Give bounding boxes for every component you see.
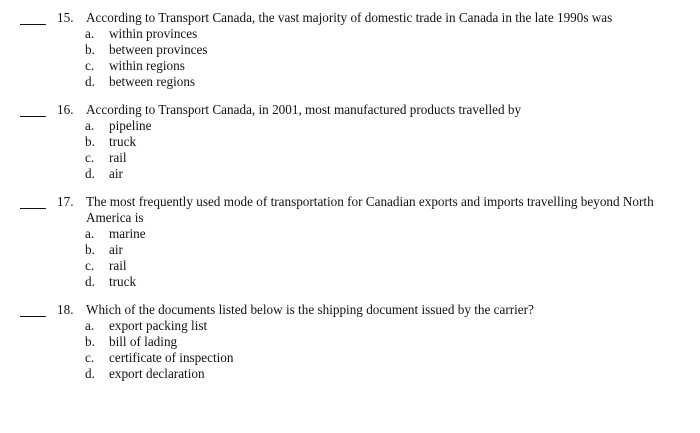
answer-blank[interactable] (20, 208, 46, 209)
option-letter: c. (85, 150, 95, 165)
question-text: The most frequently used mode of transportation for Canadian exports and imports travelling beyond North America is (86, 194, 654, 225)
option-text: between provinces (109, 42, 208, 57)
option-text: within provinces (109, 26, 198, 41)
option-letter: d. (85, 166, 95, 181)
question-text: According to Transport Canada, the vast majority of domestic trade in Canada in the late 1990s was (86, 10, 613, 25)
option-letter: d. (85, 366, 95, 381)
question-number: 15. (57, 10, 74, 25)
option-letter: c. (85, 58, 95, 73)
option-letter: a. (85, 26, 95, 41)
option-text: within regions (109, 58, 185, 73)
option-letter: a. (85, 318, 95, 333)
question-text: Which of the documents listed below is the shipping document issued by the carrier? (86, 302, 534, 317)
option-text: truck (109, 134, 137, 149)
option-letter: d. (85, 274, 95, 289)
option-letter: b. (85, 134, 95, 149)
option-letter: a. (85, 118, 95, 133)
option-text: certificate of inspection (109, 350, 234, 365)
option-letter: b. (85, 242, 95, 257)
option-text: pipeline (109, 118, 152, 133)
answer-blank[interactable] (20, 24, 46, 25)
option-letter: b. (85, 334, 95, 349)
option-text: between regions (109, 74, 196, 89)
option-text: export packing list (109, 318, 208, 333)
question-text: According to Transport Canada, in 2001, most manufactured products travelled by (86, 102, 522, 117)
answer-blank[interactable] (20, 116, 46, 117)
question-number: 17. (57, 194, 74, 209)
question-number: 18. (57, 302, 74, 317)
option-letter: b. (85, 42, 95, 57)
option-letter: a. (85, 226, 95, 241)
answer-blank[interactable] (20, 316, 46, 317)
option-text: export declaration (109, 366, 205, 381)
option-text: air (109, 166, 123, 181)
question-number: 16. (57, 102, 74, 117)
option-letter: c. (85, 350, 95, 365)
option-text: rail (109, 258, 127, 273)
option-text: air (109, 242, 123, 257)
option-letter: d. (85, 74, 95, 89)
option-text: bill of lading (109, 334, 178, 349)
option-text: rail (109, 150, 127, 165)
option-text: truck (109, 274, 137, 289)
option-letter: c. (85, 258, 95, 273)
option-text: marine (109, 226, 146, 241)
